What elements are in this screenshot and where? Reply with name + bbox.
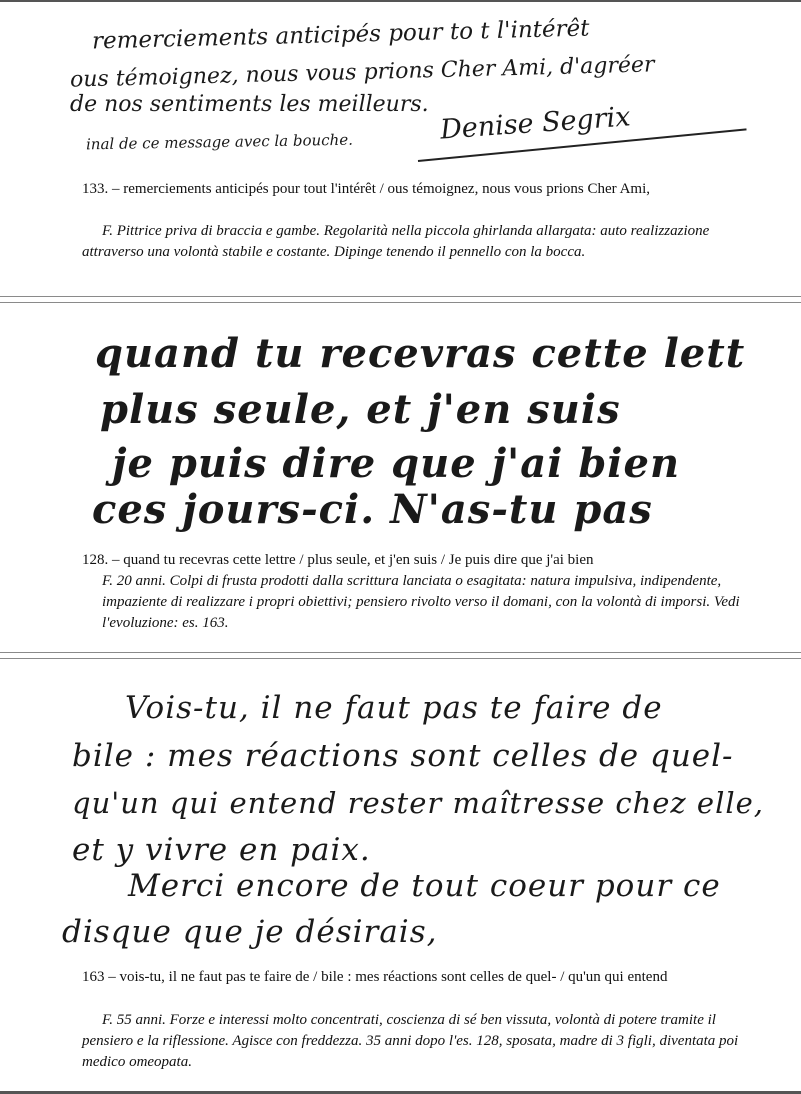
graphology-note: F. 20 anni. Colpi di frusta prodotti dalla scrittura lanciata o esagitata: natura impulsiva, indipendente, impaziente di realizzare i propri obiettivi; pensiero rivolto verso il domani, con la volontà di imporsi. Vedi l'evoluzione: es. 163. [102, 573, 740, 631]
graphology-note: F. Pittrice priva di braccia e gambe. Regolarità nella piccola ghirlanda allargata: auto realizzazione attraverso una volontà stabile e costante. Dipinge tenendo il pennello con la bocca. [82, 223, 710, 260]
handwriting-line-4: inal de ce message avec la bouche. [85, 130, 354, 154]
handwriting-line-5: Merci encore de tout coeur pour ce [128, 868, 721, 904]
handwriting-line-3: de nos sentiments les meilleurs. [70, 92, 429, 117]
handwriting-line-3: je puis dire que j'ai bien [112, 440, 681, 487]
handwriting-line-1: remerciements anticipés pour to t l'intérêt [91, 15, 590, 55]
handwriting-line-2: plus seule, et j'en suis [100, 386, 621, 433]
graphology-note: F. 55 anni. Forze e interessi molto concentrati, coscienza di sé ben vissuta, volontà di potere tramite il pensiero e la riflessione. Agisce con freddezza. 35 anni dopo l'es. 128, sposata, madre di 3 figli, diventata poi medico omeopata. [82, 1012, 739, 1070]
handwriting-line-2: bile : mes réactions sont celles de quel- [72, 738, 734, 774]
handwriting-line-3: qu'un qui entend rester maîtresse chez elle, [72, 786, 764, 820]
handwriting-line-2: ous témoignez, nous vous prions Cher Ami, d'agréer [69, 52, 655, 93]
section-divider [0, 652, 801, 653]
signature: Denise Segrix [439, 101, 632, 146]
handwriting-line-1: Vois-tu, il ne faut pas te faire de [125, 690, 663, 726]
section-divider [0, 296, 801, 297]
handwriting-line-4: et y vivre en paix. [72, 832, 371, 868]
caption: 133. – remerciements anticipés pour tout l'intérêt / ous témoignez, nous vous prions Cher Ami, [82, 181, 651, 197]
caption: 163 – vois-tu, il ne faut pas te faire de / bile : mes réactions sont celles de quel- / qu'un qui entend [82, 969, 668, 985]
handwriting-line-1: quand tu recevras cette lett [95, 330, 746, 377]
caption: 128. – quand tu recevras cette lettre / plus seule, et j'en suis / Je puis dire que j'ai bien [82, 552, 594, 568]
handwriting-line-4: ces jours-ci. N'as-tu pas [92, 486, 653, 533]
section-divider [0, 302, 801, 303]
handwriting-line-6: disque que je désirais, [62, 914, 438, 950]
top-border [0, 0, 801, 2]
section-divider [0, 658, 801, 659]
